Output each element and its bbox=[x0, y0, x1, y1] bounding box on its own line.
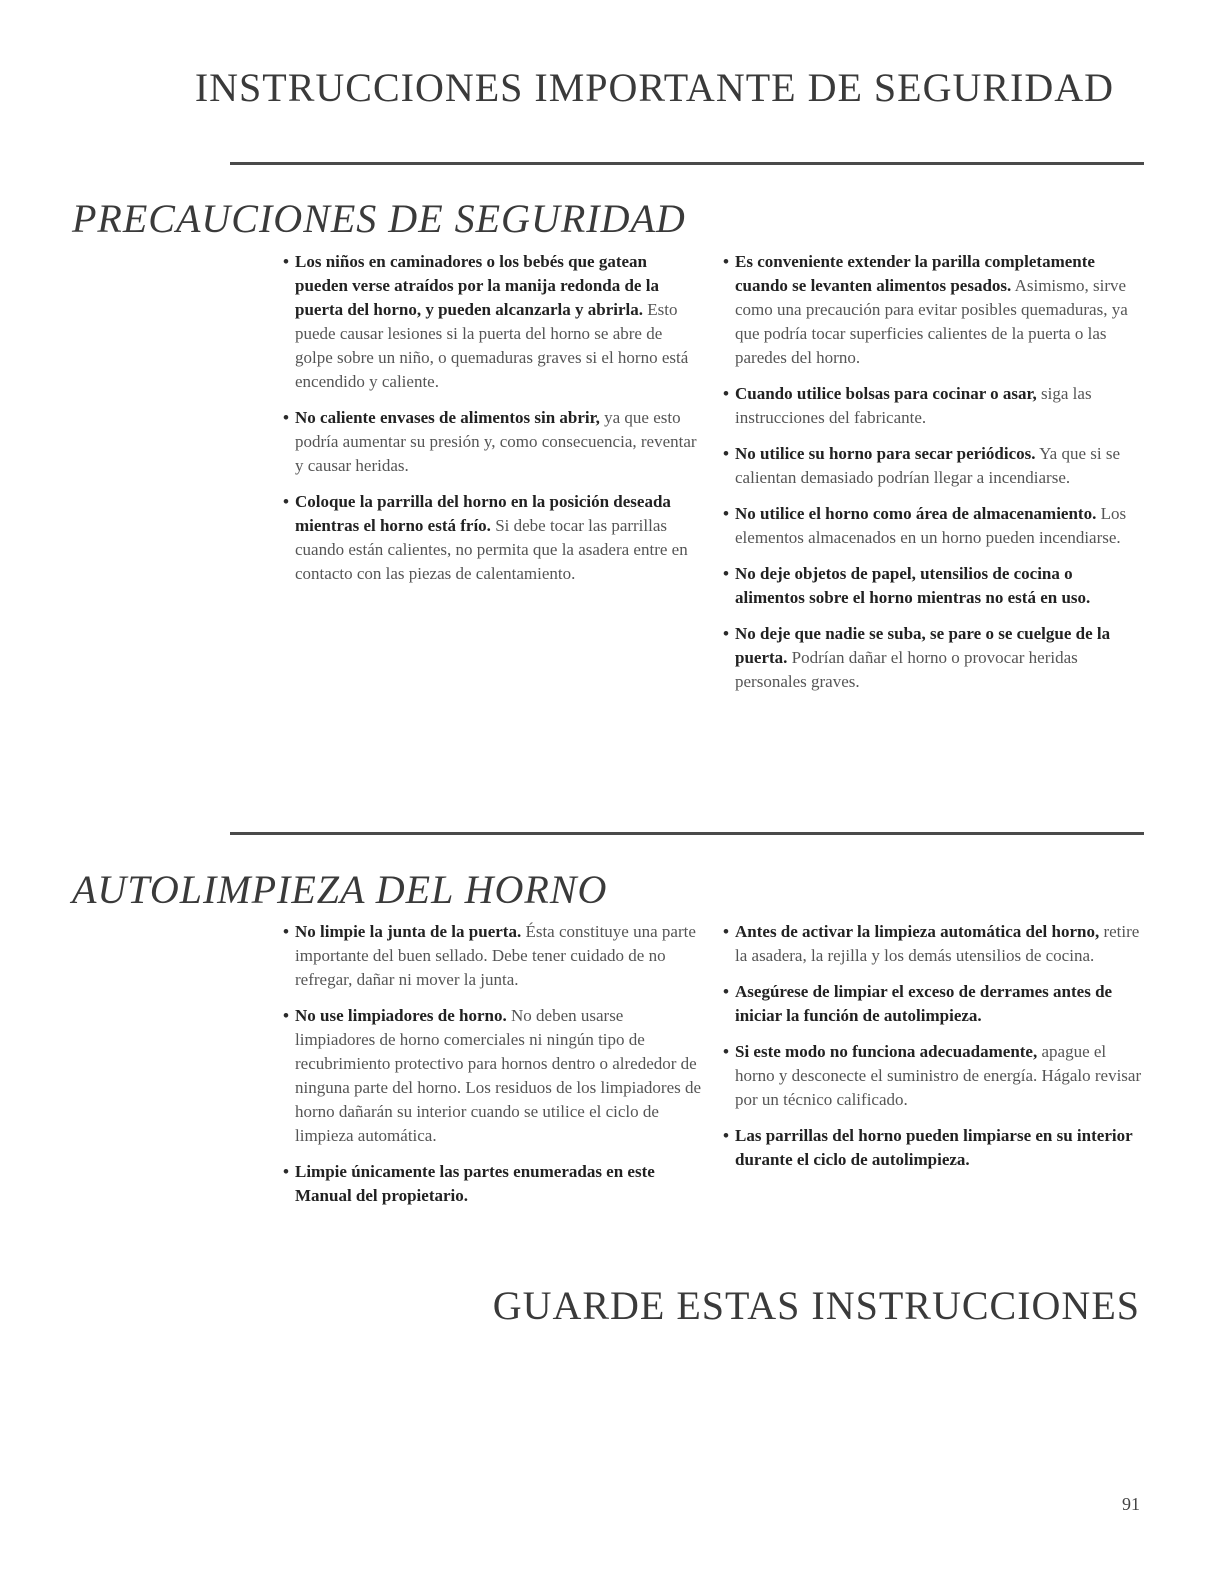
list-item: • Cuando utilice bolsas para cocinar o asar, siga las instrucciones del fabricante. bbox=[723, 384, 1092, 427]
list-item: • Las parrillas del horno pueden limpiarse en su interior durante el ciclo de autolimpieza. bbox=[723, 1126, 1133, 1169]
autolimpieza-left-column bbox=[283, 920, 703, 1220]
bullet-icon: • bbox=[723, 564, 729, 583]
bullet-icon: • bbox=[723, 624, 729, 643]
list-item: • No utilice el horno como área de almacenamiento. Los elementos almacenados en un horno pueden incendiarse. bbox=[723, 504, 1127, 547]
list-item: • Antes de activar la limpieza automática del horno, retire la asadera, la rejilla y los demás utensilios de cocina. bbox=[723, 922, 1140, 965]
list-item: • No deje objetos de papel, utensilios de cocina o alimentos sobre el horno mientras no está en uso. bbox=[723, 564, 1091, 607]
section-divider bbox=[230, 832, 1144, 835]
bullet-icon: • bbox=[283, 408, 289, 427]
precauciones-right-column bbox=[723, 250, 1143, 706]
bullet-icon: • bbox=[723, 922, 729, 941]
list-item: • Los niños en caminadores o los bebés que gatean pueden verse atraídos por la manija redonda de la puerta del horno, y pueden alcanzarla y abrirla. Esto puede causar lesiones si la puerta del horno se abre de golpe sobre un niño, o quemaduras graves si el horno está encendido y caliente. bbox=[283, 252, 689, 391]
page-title: INSTRUCCIONES IMPORTANTE DE SEGURIDAD bbox=[194, 65, 1114, 110]
autolimpieza-right-column bbox=[723, 920, 1143, 1184]
bullet-icon: • bbox=[283, 1162, 289, 1181]
list-item: • No deje que nadie se suba, se pare o se cuelgue de la puerta. Podrían dañar el horno o provocar heridas personales graves. bbox=[723, 624, 1111, 691]
bullet-icon: • bbox=[723, 504, 729, 523]
page-number: 91 bbox=[1122, 1494, 1140, 1514]
bullet-icon: • bbox=[723, 1126, 729, 1145]
list-item: • Asegúrese de limpiar el exceso de derrames antes de iniciar la función de autolimpieza. bbox=[723, 982, 1113, 1025]
bullet-icon: • bbox=[723, 444, 729, 463]
list-item: • Si este modo no funciona adecuadamente, apague el horno y desconecte el suministro de energía. Hágalo revisar por un técnico calificado. bbox=[723, 1042, 1142, 1109]
bullet-icon: • bbox=[723, 252, 729, 271]
section-divider bbox=[230, 162, 1144, 165]
bullet-icon: • bbox=[723, 1042, 729, 1061]
footer-title: GUARDE ESTAS INSTRUCCIONES bbox=[492, 1283, 1140, 1328]
bullet-icon: • bbox=[283, 252, 289, 271]
list-item: • No caliente envases de alimentos sin abrir, ya que esto podría aumentar su presión y, como consecuencia, reventar y causar heridas. bbox=[283, 408, 697, 475]
bullet-icon: • bbox=[723, 982, 729, 1001]
list-item: • No use limpiadores de horno. No deben usarse limpiadores de horno comerciales ni ningún tipo de recubrimiento protectivo para hornos dentro o alrededor de ninguna parte del horno. Los residuos de los limpiadores de horno dañarán su interior cuando se utilice el ciclo de limpieza automática. bbox=[283, 1006, 702, 1145]
bullet-icon: • bbox=[283, 492, 289, 511]
bullet-icon: • bbox=[283, 922, 289, 941]
bullet-icon: • bbox=[723, 384, 729, 403]
list-item: • Limpie únicamente las partes enumeradas en este Manual del propietario. bbox=[283, 1162, 655, 1205]
list-item: • Es conveniente extender la parilla completamente cuando se levanten alimentos pesados. Asimismo, sirve como una precaución para evitar posibles quemaduras, ya que podría tocar superficies calientes de la puerta o las paredes del horno. bbox=[723, 252, 1128, 367]
list-item: • No limpie la junta de la puerta. Ésta constituye una parte importante del buen sellado. Debe tener cuidado de no refregar, dañar ni mover la junta. bbox=[283, 922, 696, 989]
bullet-icon: • bbox=[283, 1006, 289, 1025]
list-item: • No utilice su horno para secar periódicos. Ya que si se calientan demasiado podrían llegar a incendiarse. bbox=[723, 444, 1121, 487]
list-item: • Coloque la parrilla del horno en la posición deseada mientras el horno está frío. Si debe tocar las parrillas cuando están calientes, no permita que la asadera entre en contacto con las piezas de calentamiento. bbox=[283, 492, 688, 583]
section-title-autolimpieza: AUTOLIMPIEZA DEL HORNO bbox=[72, 867, 608, 912]
precauciones-left-column bbox=[283, 250, 703, 598]
section-title-precauciones: PRECAUCIONES DE SEGURIDAD bbox=[72, 196, 686, 241]
